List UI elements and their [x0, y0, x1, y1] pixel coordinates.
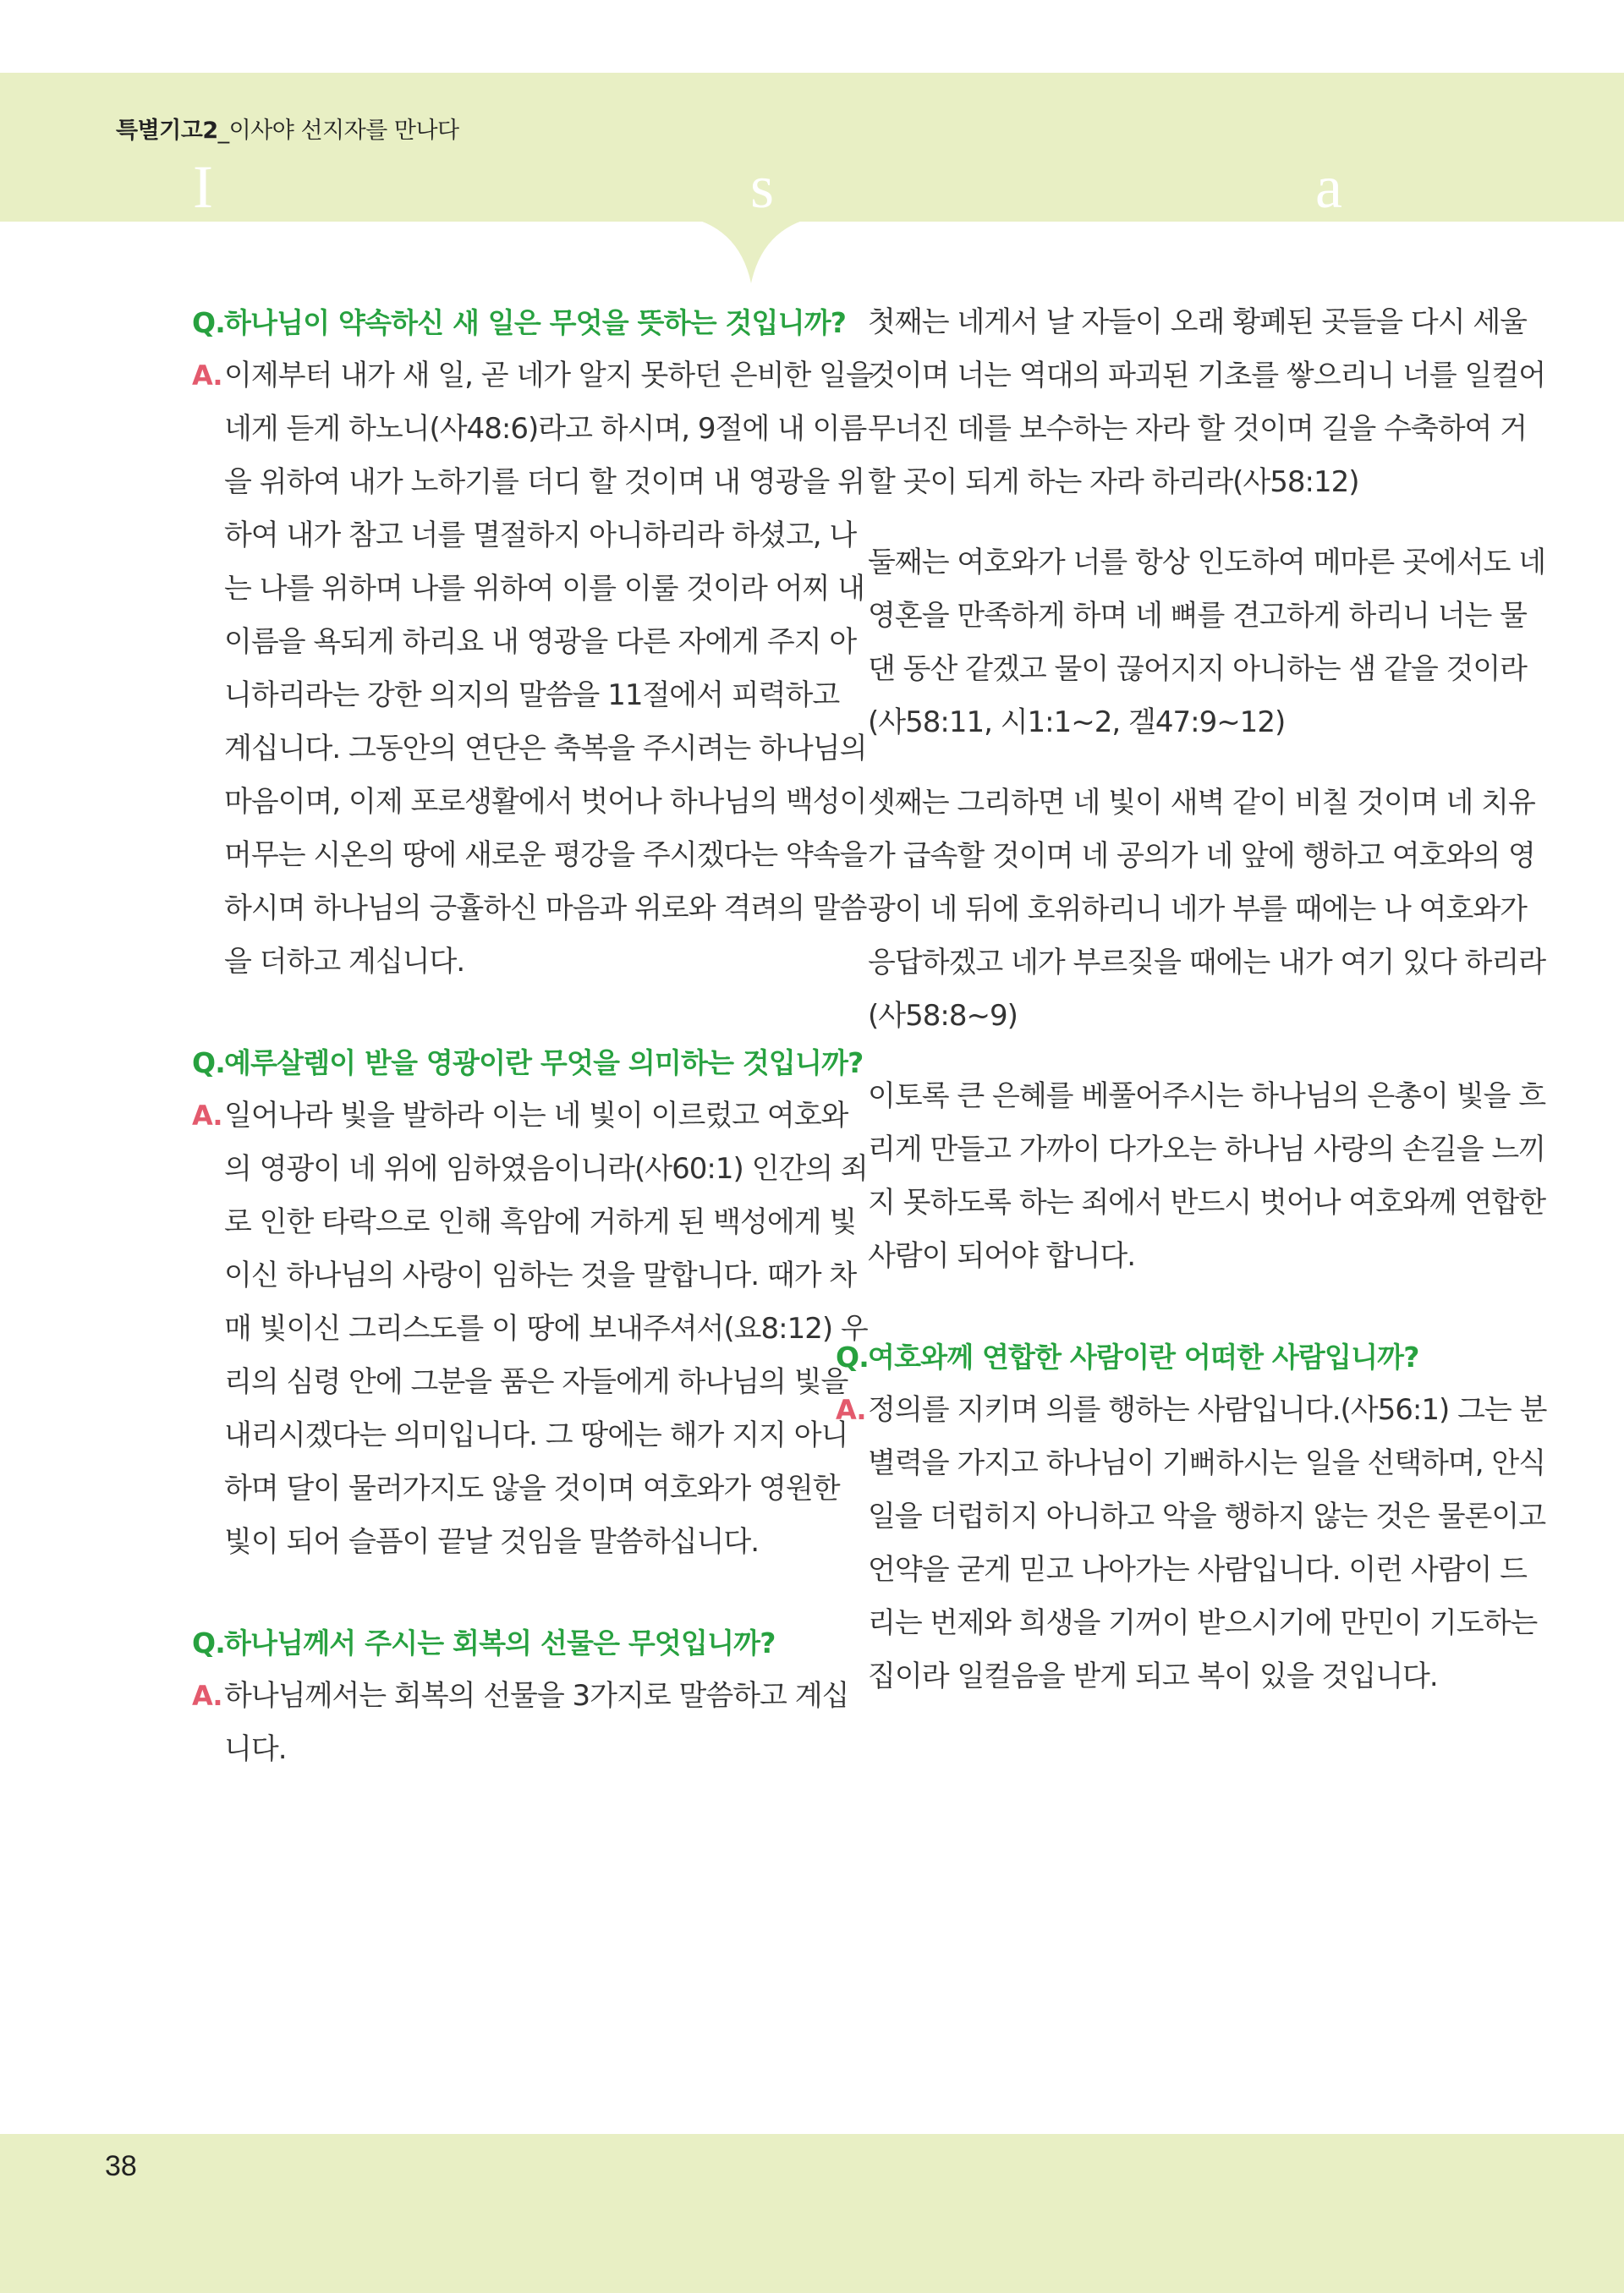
header-notch	[679, 216, 823, 288]
paragraph: 셋째는 그리하면 네 빛이 새벽 같이 비칠 것이며 네 치유가 급속할 것이며 네 공의가 네 앞에 행하고 여호와의 영광이 네 뒤에 호위하리니 네가 부를 때에는 나 여호와가 응답하겠고 네가 부르짖을 때에는 내가 여기 있다 하리라(사58:8~9)	[868, 786, 1546, 1033]
question-text: 여호와께 연합한 사람이란 어떠한 사람입니까?	[868, 1341, 1419, 1374]
question-mark: Q.	[192, 306, 225, 339]
footer-band	[0, 2134, 1624, 2293]
answer-mark: A.	[836, 1394, 866, 1426]
question	[192, 1036, 874, 1089]
qa-block	[192, 1036, 874, 1569]
answer	[192, 1089, 874, 1569]
answer	[836, 1384, 1550, 1703]
question	[192, 296, 874, 349]
paragraph: 이토록 큰 은혜를 베풀어주시는 하나님의 은총이 빛을 흐리게 만들고 가까이 다가오는 하나님 사랑의 손길을 느끼지 못하도록 하는 죄에서 반드시 벗어나 여호와께 연합한 사람이 되어야 합니다.	[868, 1079, 1546, 1273]
running-header	[116, 112, 459, 145]
deco-letter-s: s	[750, 153, 775, 221]
paragraph: 첫째는 네게서 날 자들이 오래 황폐된 곳들을 다시 세울 것이며 너는 역대의 파괴된 기초를 쌓으리니 너를 일컬어 무너진 데를 보수하는 자라 할 것이며 길을 수축하여 거할 곳이 되게 하는 자라 하리라(사58:12)	[868, 305, 1546, 499]
qa-block	[192, 296, 874, 989]
question-text: 하나님께서 주시는 회복의 선물은 무엇입니까?	[224, 1626, 776, 1659]
answer	[192, 349, 874, 989]
page-number: 38	[105, 2150, 137, 2182]
question	[192, 1616, 874, 1670]
question-mark: Q.	[192, 1046, 225, 1079]
answer-text: 정의를 지키며 의를 행하는 사람입니다.(사56:1) 그는 분별력을 가지고 하나님이 기뻐하시는 일을 선택하며, 안식일을 더럽히지 아니하고 악을 행하지 않는 것은 물론이고 언약을 굳게 믿고 나아가는 사람입니다. 이런 사람이 드리는 번제와 희생을 기꺼이 받으시기에 만민이 기도하는 집이라 일컬음을 받게 되고 복이 있을 것입니다.	[868, 1393, 1547, 1693]
qa-block	[192, 1616, 874, 1776]
question-mark: Q.	[192, 1626, 225, 1659]
qa-block	[836, 1330, 1550, 1703]
paragraph: 둘째는 여호와가 너를 항상 인도하여 메마른 곳에서도 네 영혼을 만족하게 하며 네 뼈를 견고하게 하리니 너는 물 댄 동산 같겠고 물이 끊어지지 아니하는 샘 같을 것이라(사58:11, 시1:1~2, 겔47:9~12)	[868, 546, 1546, 739]
header-band	[0, 73, 1624, 222]
answer-mark: A.	[192, 1680, 222, 1712]
question-text: 예루살렘이 받을 영광이란 무엇을 의미하는 것입니까?	[224, 1046, 864, 1079]
question	[836, 1330, 1550, 1384]
section-label: 특별기고2	[116, 118, 218, 144]
answer-text: 일어나라 빛을 발하라 이는 네 빛이 이르렀고 여호와의 영광이 네 위에 임하였음이니라(사60:1) 인간의 죄로 인한 타락으로 인해 흑암에 거하게 된 백성에게 빛이신 하나님의 사랑이 임하는 것을 말합니다. 때가 차매 빛이신 그리스도를 이 땅에 보내주셔서(요8:12) 우리의 심령 안에 그분을 품은 자들에게 하나님의 빛을 내리시겠다는 의미입니다. 그 땅에는 해가 지지 아니하며 달이 물러가지도 않을 것이며 여호와가 영원한 빛이 되어 슬픔이 끝날 것임을 말씀하십니다.	[224, 1099, 868, 1559]
answer	[192, 1670, 874, 1776]
answer-mark: A.	[192, 1100, 222, 1132]
answer-text: 하나님께서는 회복의 선물을 3가지로 말씀하고 계십니다.	[224, 1679, 849, 1766]
deco-letter-i: I	[193, 153, 213, 221]
question-text: 하나님이 약속하신 새 일은 무엇을 뜻하는 것입니까?	[224, 306, 847, 339]
header-title-text: _이사야 선지자를 만나다	[217, 118, 459, 144]
question-mark: Q.	[836, 1341, 869, 1374]
right-column	[836, 296, 1550, 1703]
answer-mark: A.	[192, 359, 222, 392]
left-column	[192, 296, 874, 1776]
deco-letter-a: a	[1315, 153, 1342, 221]
answer-text: 이제부터 내가 새 일, 곧 네가 알지 못하던 은비한 일을 네게 듣게 하노니(사48:6)라고 하시며, 9절에 내 이름을 위하여 내가 노하기를 더디 할 것이며 내 영광을 위하여 내가 참고 너를 멸절하지 아니하리라 하셨고, 나는 나를 위하며 나를 위하여 이를 이룰 것이라 어찌 내 이름을 욕되게 하리요 내 영광을 다른 자에게 주지 아니하리라는 강한 의지의 말씀을 11절에서 피력하고 계십니다. 그동안의 연단은 축복을 주시려는 하나님의 마음이며, 이제 포로생활에서 벗어나 하나님의 백성이 머무는 시온의 땅에 새로운 평강을 주시겠다는 약속을 하시며 하나님의 긍휼하신 마음과 위로와 격려의 말씀을 더하고 계십니다.	[224, 359, 873, 979]
